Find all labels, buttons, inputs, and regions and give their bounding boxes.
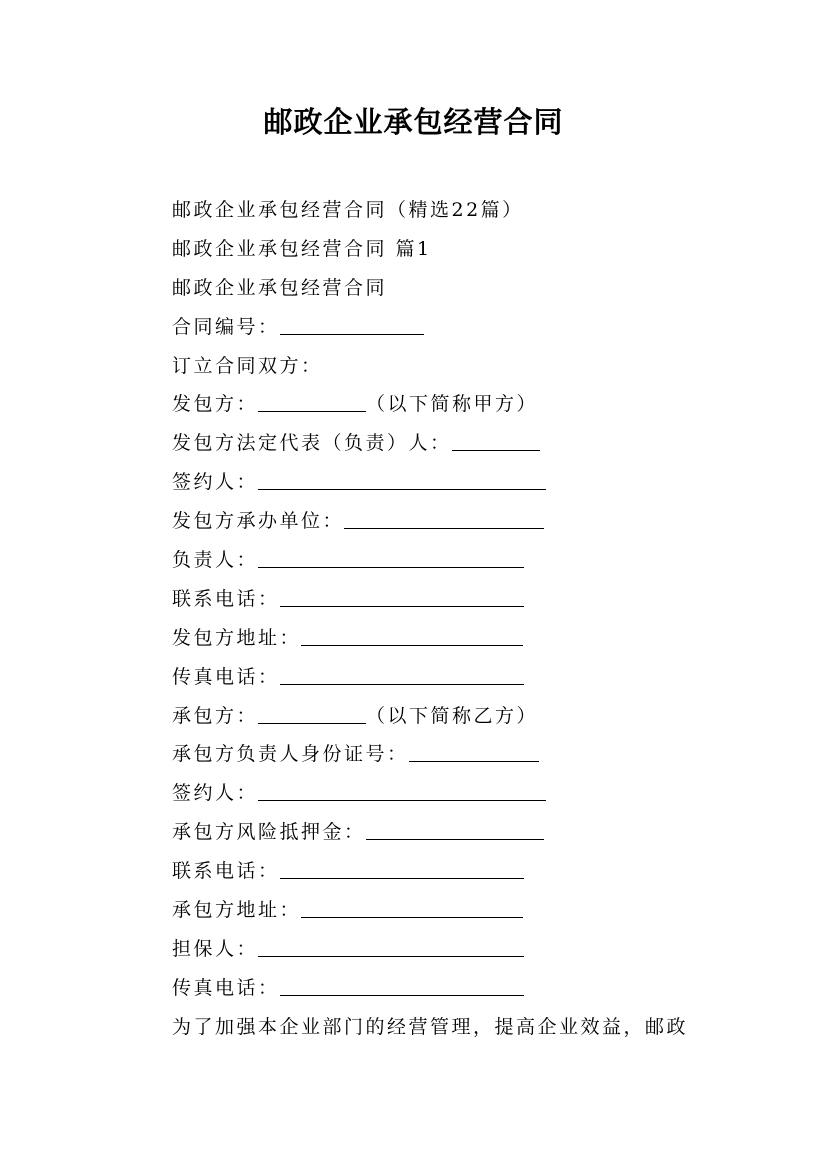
- form-field-person-in-charge: [172, 541, 732, 580]
- field-suffix: （以下简称乙方）: [366, 704, 539, 727]
- doc-paragraph-start: [172, 1008, 732, 1047]
- doc-line-subtitle: [172, 191, 732, 230]
- form-field-issuer-unit: [172, 502, 732, 541]
- field-label: 合同编号：: [172, 315, 280, 338]
- field-label: 负责人：: [172, 549, 259, 572]
- doc-line-section-heading: [172, 230, 732, 269]
- form-field-phone: [172, 580, 732, 619]
- doc-line-parties: [172, 347, 732, 386]
- line-text: 订立合同双方：: [172, 354, 323, 377]
- fill-in-blank: [301, 897, 523, 918]
- field-label: 发包方承办单位：: [172, 510, 345, 533]
- form-field-contractor-address: [172, 891, 732, 930]
- form-field-issuer-legal-rep: [172, 424, 732, 463]
- fill-in-blank: [280, 975, 524, 996]
- field-label: 传真电话：: [172, 976, 280, 999]
- form-field-risk-deposit: [172, 813, 732, 852]
- fill-in-blank: [301, 625, 523, 646]
- form-field-contractor: [172, 697, 732, 736]
- fill-in-blank: [344, 508, 544, 529]
- line-text: 为了加强本企业部门的经营管理，提高企业效益，邮政: [172, 1015, 689, 1038]
- form-field-issuer: [172, 385, 732, 424]
- line-text: 邮政企业承包经营合同: [172, 276, 388, 299]
- field-label: 发包方地址：: [172, 626, 302, 649]
- fill-in-blank: [280, 858, 524, 879]
- form-field-phone: [172, 852, 732, 891]
- fill-in-blank: [258, 469, 546, 490]
- line-text: 邮政企业承包经营合同（精选22篇）: [172, 199, 524, 221]
- field-label: 发包方：: [172, 393, 259, 416]
- field-label: 承包方地址：: [172, 899, 302, 922]
- form-field-issuer-address: [172, 619, 732, 658]
- field-label: 签约人：: [172, 782, 259, 805]
- field-label: 联系电话：: [172, 860, 280, 883]
- form-field-signatory: [172, 774, 732, 813]
- fill-in-blank: [280, 314, 424, 335]
- document-body: [172, 191, 732, 1047]
- form-field-guarantor: [172, 930, 732, 969]
- fill-in-blank: [409, 741, 539, 762]
- field-label: 联系电话：: [172, 587, 280, 610]
- form-field-contract-number: [172, 308, 732, 347]
- fill-in-blank: [452, 430, 540, 451]
- field-label: 担保人：: [172, 937, 259, 960]
- fill-in-blank: [258, 703, 366, 724]
- fill-in-blank: [258, 391, 366, 412]
- fill-in-blank: [258, 547, 524, 568]
- line-text: 邮政企业承包经营合同 篇1: [172, 237, 432, 260]
- fill-in-blank: [258, 936, 524, 957]
- doc-line-contract-name: [172, 269, 732, 308]
- form-field-fax: [172, 969, 732, 1008]
- form-field-contractor-id: [172, 735, 732, 774]
- field-suffix: （以下简称甲方）: [366, 393, 539, 416]
- fill-in-blank: [366, 819, 544, 840]
- document-title: 邮政企业承包经营合同: [263, 105, 564, 139]
- fill-in-blank: [280, 664, 524, 685]
- field-label: 发包方法定代表（负责）人：: [172, 432, 452, 455]
- form-field-fax: [172, 658, 732, 697]
- field-label: 承包方负责人身份证号：: [172, 743, 409, 766]
- field-label: 承包方：: [172, 704, 259, 727]
- field-label: 承包方风险抵押金：: [172, 821, 366, 844]
- field-label: 传真电话：: [172, 665, 280, 688]
- fill-in-blank: [280, 586, 524, 607]
- fill-in-blank: [258, 780, 546, 801]
- field-label: 签约人：: [172, 471, 259, 494]
- form-field-signatory: [172, 463, 732, 502]
